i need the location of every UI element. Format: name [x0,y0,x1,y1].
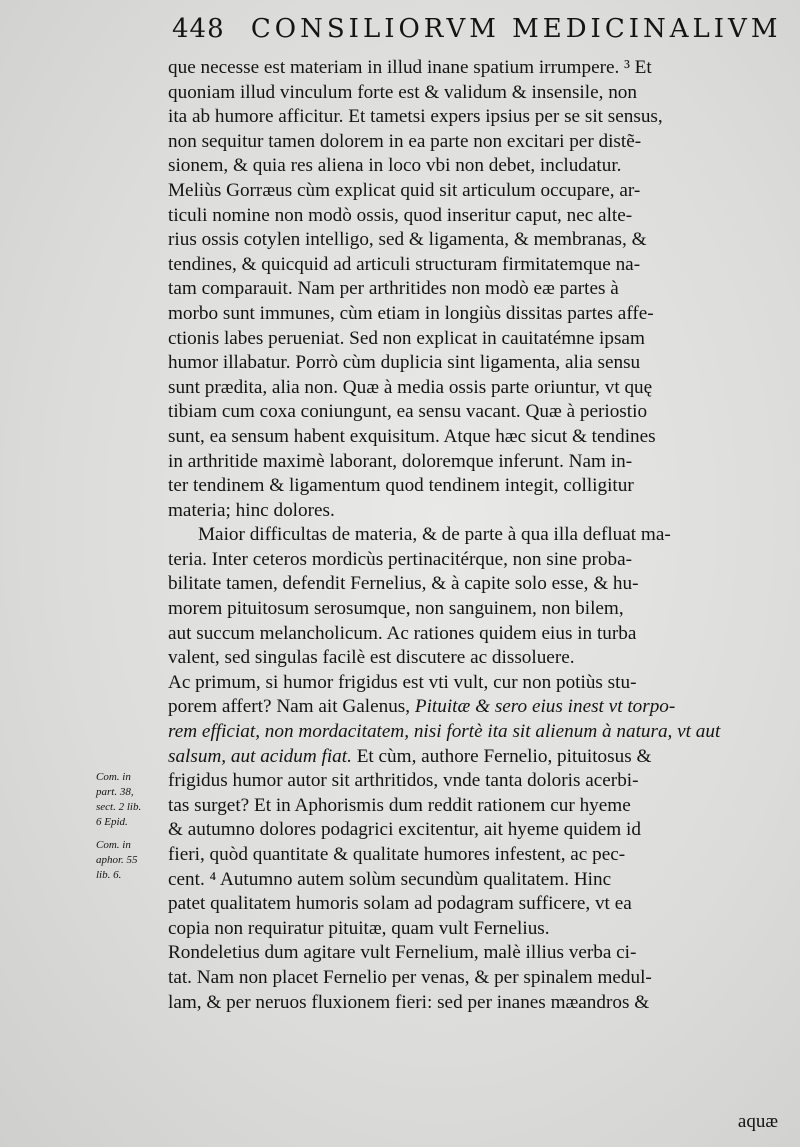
margin-note: lib. 6. [96,869,122,881]
text-line: patet qualitatem humoris solam ad podagram sufficere, vt ea [168,893,632,915]
text-line: tibiam cum coxa coniungunt, ea sensu vacant. Quæ à periostio [168,401,648,423]
body-text [168,56,774,1015]
text-segment: Et cùm, authore Fernelio, pituitosus & [351,745,652,767]
text-line: aut succum melancholicum. Ac rationes quidem eius in turba [168,622,637,644]
text-line: Maior difficultas de materia, & de parte à qua illa defluat ma- [198,524,671,546]
text-line-mixed [168,695,774,720]
text-line: teria. Inter ceteros mordicùs pertinacitérque, non sine proba- [168,548,633,570]
text-line: in arthritide maximè laborant, doloremque inferunt. Nam in- [168,450,633,472]
text-line: morem pituitosum serosumque, non sanguinem, non bilem, [168,598,624,620]
text-line: fieri, quòd quantitate & qualitate humores infestent, ac pec- [168,844,626,865]
running-title: CONSILIORVM MEDICINALIVM [250,14,782,44]
text-line: tas surget? Et in Aphorismis dum reddit rationem cur hyeme [168,794,631,816]
text-line: non sequitur tamen dolorem in ea parte non excitari per distẽ- [168,130,642,152]
text-line: frigidus humor autor sit arthritidos, vnde tanta doloris acerbi- [168,770,639,792]
text-line: lam, & per neruos fluxionem fieri: sed per inanes mæandros & [168,991,650,1013]
text-line: humor illabatur. Porrò cùm duplicia sint ligamenta, alia sensu [168,352,641,374]
galen-quote-line: rem efficiat, non mordacitatem, nisi fortè ita sit alienum à natura, vt aut [168,721,721,743]
text-line: morbo sunt immunes, cùm etiam in longiùs dissitas partes affe- [168,302,654,324]
margin-notes [96,770,166,883]
text-line: Ac primum, si humor frigidus est vti vult, cur non potiùs stu- [168,671,637,693]
galen-quote-end: salsum, aut acidum fiat. [168,745,352,767]
text-line: Meliùs Gorræus cùm explicat quid sit articulum occupare, ar- [168,179,641,201]
text-line: cent. ⁴ Autumno autem solùm secundùm qualitatem. Hinc [168,868,612,890]
text-line: ctionis labes perueniat. Sed non explicat in cauitatémne ipsam [168,327,645,349]
galen-quote: Pituitæ & sero eius inest vt torpo- [414,696,676,718]
text-line: & autumno dolores podagrici excitentur, ait hyeme quidem id [168,819,641,841]
text-line: sunt, ea sensum habent exquisitum. Atque hæc sicut & tendines [168,425,656,447]
text-line: que necesse est materiam in illud inane spatium irrumpere. ³ Et [168,57,652,78]
text-line: quoniam illud vinculum forte est & validum & insensile, non [168,81,637,103]
text-line: Rondeletius dum agitare vult Fernelium, malè illius verba ci- [168,942,637,964]
margin-note: part. 38, [96,786,134,798]
text-line: tendines, & quicquid ad articuli structuram firmitatemque na- [168,253,641,275]
text-line-mixed [168,745,774,770]
text-line: bilitate tamen, defendit Fernelius, & à capite solo esse, & hu- [168,573,639,595]
text-line: materia; hinc dolores. [168,499,335,521]
text-line: tat. Nam non placet Fernelio per venas, & per spinalem medul- [168,966,652,988]
text-line: rius ossis cotylen intelligo, sed & ligamenta, & membranas, & [168,229,647,251]
margin-note: Com. in [96,771,131,783]
text-line: tam comparauit. Nam per arthritides non modò eæ partes à [168,278,619,300]
running-header [172,14,782,44]
margin-note: 6 Epid. [96,816,128,828]
text-segment: porem affert? Nam ait Galenus, [168,696,415,718]
text-line: sunt prædita, alia non. Quæ à media ossis parte oriuntur, vt quę [168,376,653,398]
catchword: aquæ [737,1111,778,1132]
margin-note: sect. 2 lib. [96,801,142,813]
margin-note: Com. in [96,839,131,851]
margin-note: aphor. 55 [96,854,138,866]
text-line: ita ab humore afficitur. Et tametsi expers ipsius per se sit sensus, [168,106,663,128]
text-line: copia non requiratur pituitæ, quam vult Fernelius. [168,917,550,939]
text-line: sionem, & quia res aliena in loco vbi non debet, includatur. [168,155,622,177]
text-line: valent, sed singulas facilè est discutere ac dissoluere. [168,647,575,669]
text-line: ticuli nomine non modò ossis, quod inseritur caput, nec alte- [168,204,633,226]
text-line: ter tendinem & ligamentum quod tendinem integit, colligitur [168,475,634,497]
page-number: 448 [172,14,225,44]
